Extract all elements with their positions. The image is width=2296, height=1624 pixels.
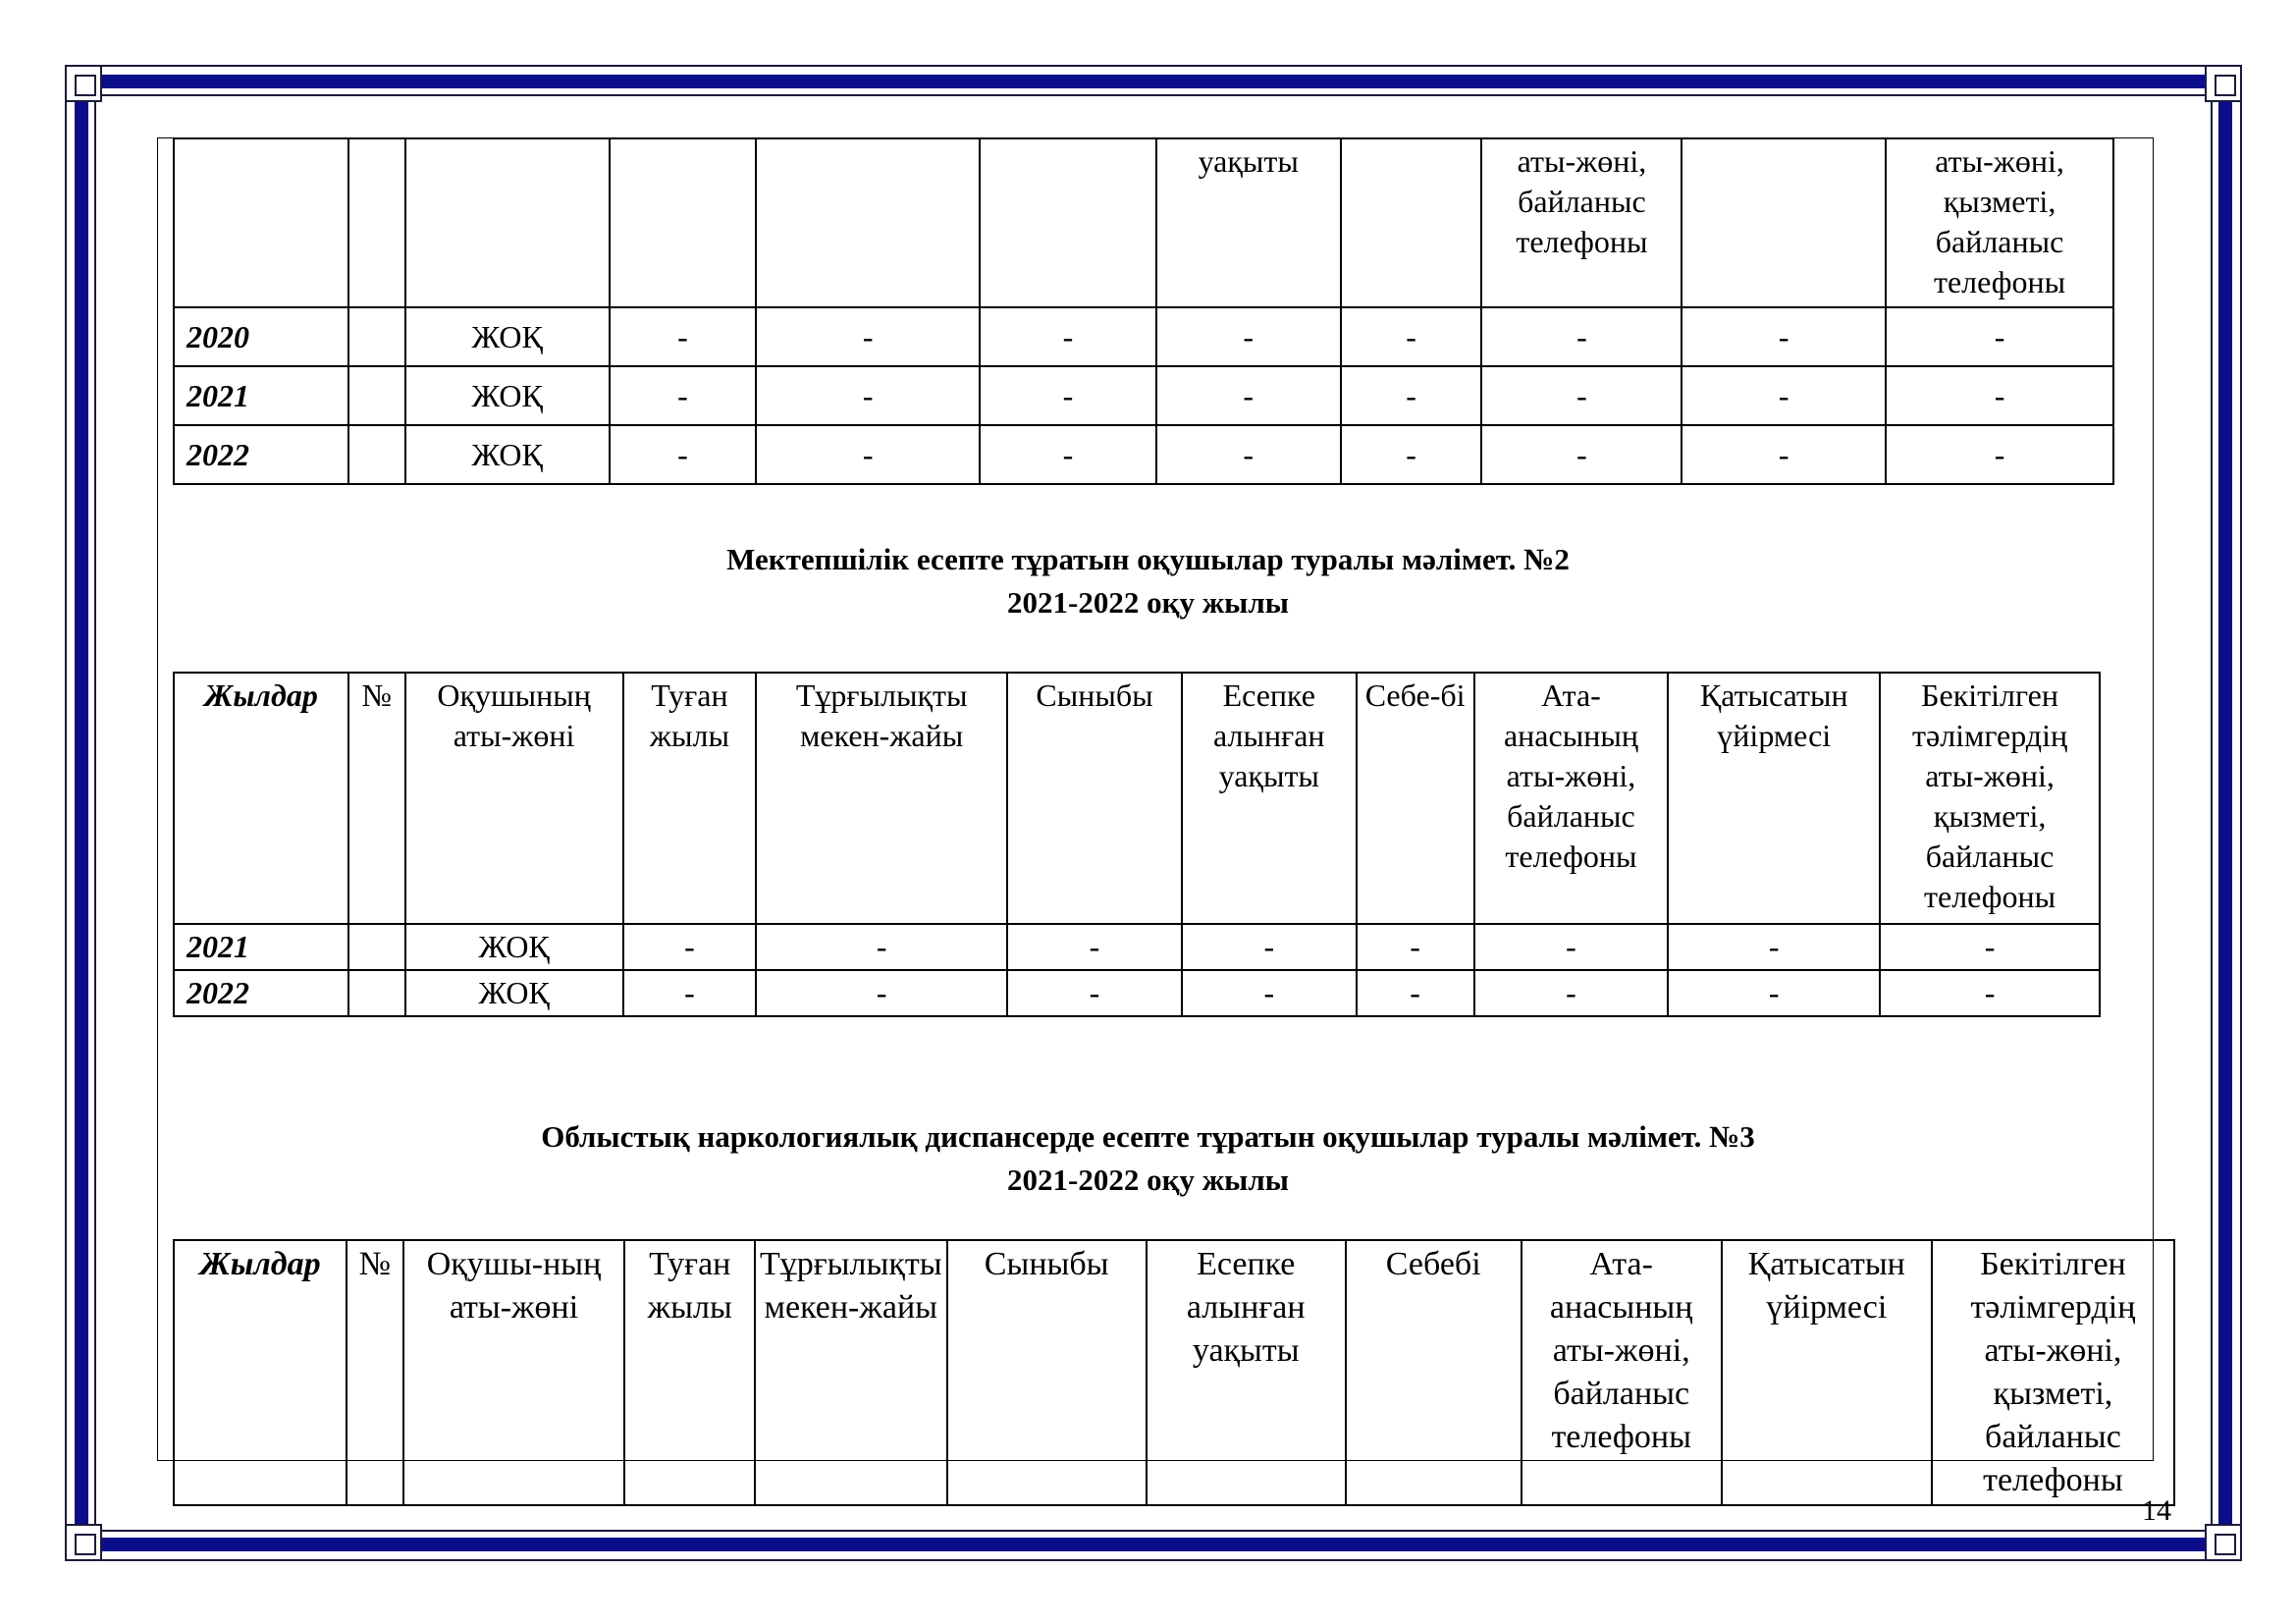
- table-row: [174, 425, 2113, 484]
- border-corner-ornament: [2205, 65, 2242, 102]
- header-cell: Қатысатын үйірмесі: [1722, 1240, 1932, 1505]
- header-cell: Жылдар: [174, 673, 348, 924]
- header-cell: Бекітілген тәлімгердің аты-жөні, қызметі, байланыс телефоны: [1880, 673, 2100, 924]
- table-cell: -: [1156, 307, 1341, 366]
- table-cell: -: [1182, 970, 1357, 1016]
- table-cell: ЖОҚ: [405, 307, 610, 366]
- table-cell: -: [756, 307, 980, 366]
- table-3: [173, 1239, 2175, 1506]
- table-2: [173, 672, 2101, 1017]
- table-3-clip: [157, 1227, 2154, 1498]
- section-3-subtitle: 2021-2022 оқу жылы: [1007, 1163, 1289, 1197]
- year-cell: 2020: [174, 307, 348, 366]
- page-number: 14: [2142, 1494, 2171, 1527]
- table-cell: -: [1481, 425, 1682, 484]
- table-cell: -: [756, 970, 1007, 1016]
- header-cell: [1341, 138, 1482, 307]
- header-cell: Туған жылы: [624, 1240, 754, 1505]
- table-cell: [348, 970, 405, 1016]
- header-cell: [980, 138, 1156, 307]
- table-cell: -: [1682, 425, 1886, 484]
- table-cell: [348, 425, 405, 484]
- header-cell: №: [347, 1240, 402, 1505]
- table-cell: -: [1682, 307, 1886, 366]
- table-1-continuation: [173, 137, 2114, 485]
- table-cell: -: [610, 307, 757, 366]
- table-header-row: [174, 673, 2100, 924]
- table-cell: -: [1886, 425, 2113, 484]
- table-cell: -: [610, 366, 757, 425]
- header-cell: Сыныбы: [1007, 673, 1182, 924]
- table-row: [174, 307, 2113, 366]
- header-cell: [348, 138, 405, 307]
- table-cell: -: [1182, 924, 1357, 970]
- table-cell: ЖОҚ: [405, 970, 623, 1016]
- table-cell: -: [980, 425, 1156, 484]
- header-cell: Жылдар: [174, 1240, 347, 1505]
- table-cell: -: [610, 425, 757, 484]
- table-cell: -: [1341, 366, 1482, 425]
- table-cell: -: [1007, 924, 1182, 970]
- year-cell: 2021: [174, 366, 348, 425]
- table-cell: -: [1682, 366, 1886, 425]
- header-cell: [756, 138, 980, 307]
- header-cell: аты-жөні, қызметі, байланыс телефоны: [1886, 138, 2113, 307]
- table-cell: -: [980, 307, 1156, 366]
- year-cell: 2021: [174, 924, 348, 970]
- header-cell: Себебі: [1346, 1240, 1522, 1505]
- table-cell: -: [1341, 307, 1482, 366]
- table-cell: -: [1668, 924, 1880, 970]
- section-3-title: Облыстық наркологиялық диспансерде есепте тұратын оқушылар туралы мәлімет. №3: [541, 1119, 1755, 1154]
- header-cell: Тұрғылықты мекен-жайы: [755, 1240, 947, 1505]
- table-cell: -: [756, 425, 980, 484]
- header-cell: аты-жөні, байланыс телефоны: [1481, 138, 1682, 307]
- table-cell: -: [1481, 366, 1682, 425]
- header-cell: [1682, 138, 1886, 307]
- table-cell: -: [1886, 366, 2113, 425]
- header-cell: уақыты: [1156, 138, 1341, 307]
- table-cell: -: [1474, 970, 1669, 1016]
- header-cell: [405, 138, 610, 307]
- table-cell: -: [1007, 970, 1182, 1016]
- table-cell: -: [1357, 970, 1474, 1016]
- header-cell: №: [348, 673, 405, 924]
- border-corner-ornament: [65, 1524, 102, 1561]
- table-cell: ЖОҚ: [405, 425, 610, 484]
- table-cell: -: [623, 970, 757, 1016]
- header-cell: Есепке алынған уақыты: [1147, 1240, 1346, 1505]
- table-cell: -: [623, 924, 757, 970]
- table-cell: [348, 924, 405, 970]
- header-cell: Бекітілген тәлімгердің аты-жөні, қызметі, байланыс телефоны: [1932, 1240, 2174, 1505]
- table-row: [174, 366, 2113, 425]
- year-cell: 2022: [174, 425, 348, 484]
- section-2-title: Мектепшілік есепте тұратын оқушылар туралы мәлімет. №2: [726, 542, 1570, 576]
- header-cell: Ата-анасының аты-жөні, байланыс телефоны: [1474, 673, 1669, 924]
- table-cell: -: [1357, 924, 1474, 970]
- table-row: [174, 970, 2100, 1016]
- table-cell: ЖОҚ: [405, 366, 610, 425]
- border-corner-ornament: [2205, 1524, 2242, 1561]
- table-cell: -: [1156, 425, 1341, 484]
- table-cell: -: [756, 366, 980, 425]
- border-corner-ornament: [65, 65, 102, 102]
- table-row: [174, 924, 2100, 970]
- year-cell: 2022: [174, 970, 348, 1016]
- table-cell: [348, 366, 405, 425]
- header-cell: Оқушының аты-жөні: [405, 673, 623, 924]
- header-cell: Сыныбы: [947, 1240, 1147, 1505]
- table-cell: -: [980, 366, 1156, 425]
- table-cell: -: [756, 924, 1007, 970]
- table-cell: -: [1481, 307, 1682, 366]
- table-cell: -: [1880, 970, 2100, 1016]
- table-cell: -: [1668, 970, 1880, 1016]
- header-cell: Қатысатын үйірмесі: [1668, 673, 1880, 924]
- table-header-row: [174, 1240, 2174, 1505]
- header-cell: [610, 138, 757, 307]
- table-cell: -: [1341, 425, 1482, 484]
- header-cell: Тұрғылықты мекен-жайы: [756, 673, 1007, 924]
- header-cell: Ата-анасының аты-жөні, байланыс телефоны: [1522, 1240, 1722, 1505]
- table-cell: ЖОҚ: [405, 924, 623, 970]
- table-cell: -: [1886, 307, 2113, 366]
- header-cell: [174, 138, 348, 307]
- table-cell: [348, 307, 405, 366]
- header-cell: Туған жылы: [623, 673, 757, 924]
- table-cell: -: [1474, 924, 1669, 970]
- header-cell: Себе-бі: [1357, 673, 1474, 924]
- table-cell: -: [1156, 366, 1341, 425]
- section-2-subtitle: 2021-2022 оқу жылы: [1007, 585, 1289, 620]
- header-cell: Оқушы-ның аты-жөні: [403, 1240, 625, 1505]
- header-cell: Есепке алынған уақыты: [1182, 673, 1357, 924]
- table-cell: -: [1880, 924, 2100, 970]
- table-header-row: [174, 138, 2113, 307]
